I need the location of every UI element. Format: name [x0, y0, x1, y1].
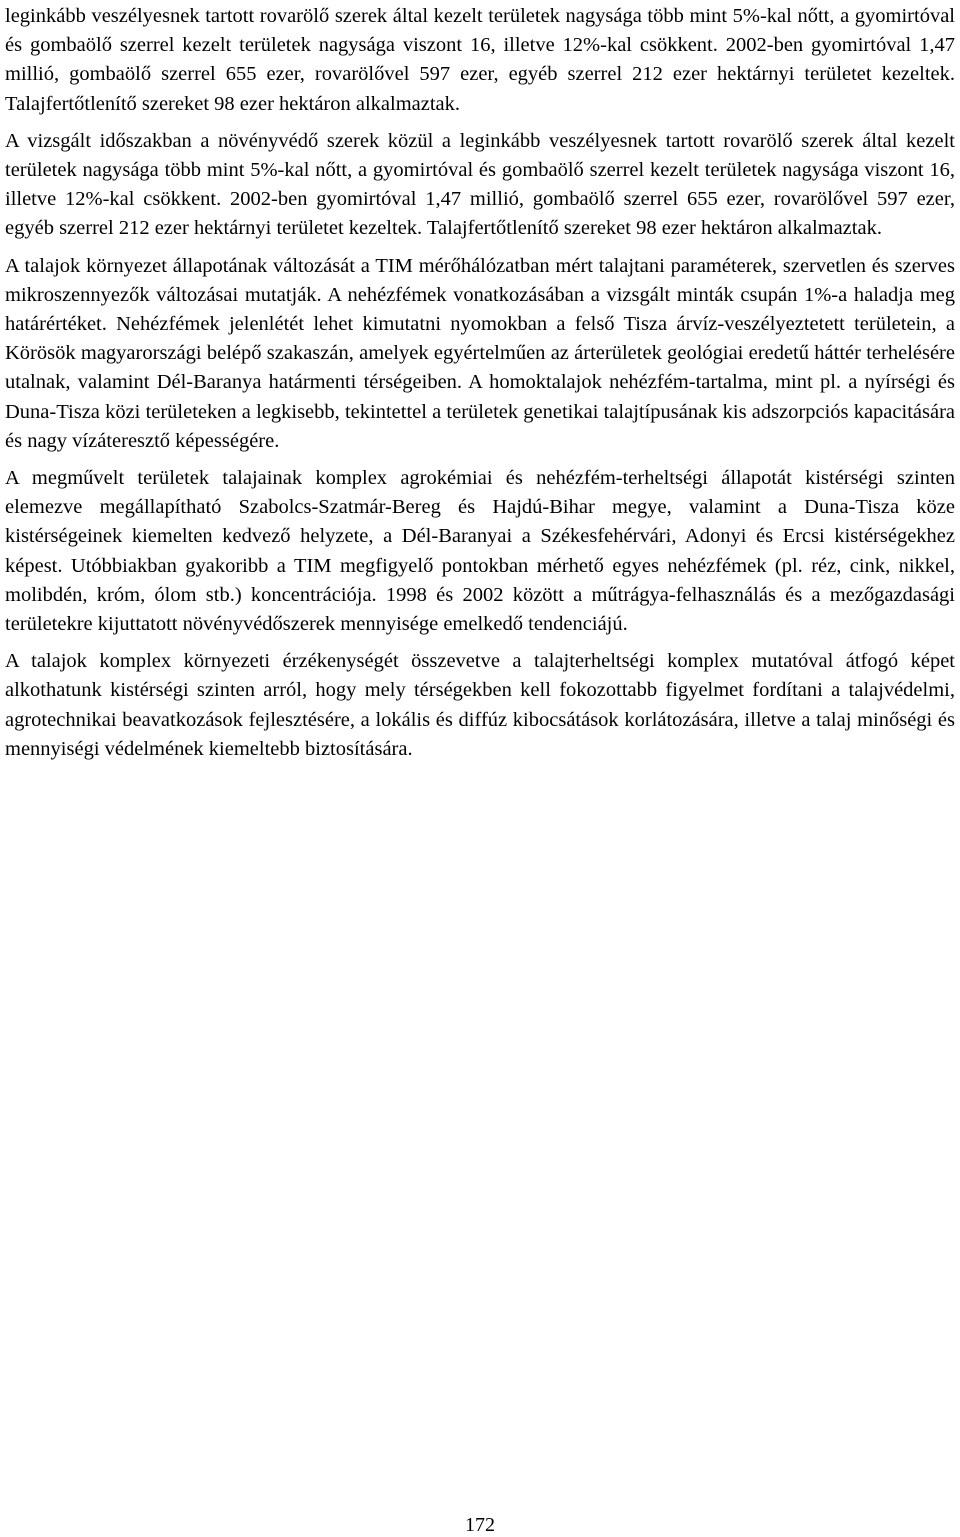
paragraph-environmental-sensitivity: A talajok komplex környezeti érzékenységét összevetve a talajterheltségi komplex mutatóval átfogó képet alkothatunk kistérségi szinten arról, hogy mely térségekben kell fokozottabb figyelmet fordítani a talajvédelmi, agrotechnikai beavatkozások fejlesztésére, a lokális és diffúz kibocsátások korlátozására, illetve a talaj minőségi és mennyiségi védelmének kiemeltebb biztosítására.	[5, 650, 955, 760]
paragraph-pesticide-areas: A vizsgált időszakban a növényvédő szerek közül a leginkább veszélyesnek tartott rovarölő szerek által kezelt területek nagysága több mint 5%-kal nőtt, a gyomirtóval és gombaölő szerrel kezelt területek nagysága viszont 16, illetve 12%-kal csökkent. 2002-ben gyomirtóval 1,47 millió, gombaölő szerrel 655 ezer, rovarölővel 597 ezer, egyéb szerrel 212 ezer hektárnyi területet kezeltek. Talajfertőtlenítő szereket 98 ezer hektáron alkalmaztak.	[5, 129, 955, 240]
paragraph-continuation: leginkább veszélyesnek tartott rovarölő szerek által kezelt területek nagysága több mint 5%-kal nőtt, a gyomirtóval és gombaölő szerrel kezelt területek nagysága viszont 16, illetve 12%-kal csökkent. 2002-ben gyomirtóval 1,47 millió, gombaölő szerrel 655 ezer, rovarölővel 597 ezer, egyéb szerrel 212 ezer hektárnyi területet kezeltek. Talajfertőtlenítő szereket 98 ezer hektáron alkalmaztak.	[5, 5, 955, 115]
document-page	[5, 0, 955, 764]
paragraph-soil-condition: A talajok környezet állapotának változását a TIM mérőhálózatban mért talajtani paraméterek, szervetlen és szerves mikroszennyezők változásai mutatják. A nehézfémek vonatkozásában a vizsgált minták csupán 1%-a haladja meg határértéket. Nehézfémek jelenlétét lehet kimutatni nyomokban a felső Tisza árvíz-veszélyeztetett területein, a Körösök magyarországi belépő szakaszán, amelyek egyértelműen az árterületek geológiai eredetű háttér terhelésére utalnak, valamint Dél-Baranya határmenti térségeiben. A homoktalajok nehézfém-tartalma, mint pl. a nyírségi és Duna-Tisza közi területeken a legkisebb, tekintettel a területek genetikai talajtípusának kis adszorpciós kapacitására és nagy vízáteresztő képességére.	[5, 254, 955, 452]
page-number: 172	[465, 1514, 495, 1536]
paragraph-cultivated-soils: A megművelt területek talajainak komplex agrokémiai és nehézfém-terheltségi állapotát kistérségi szinten elemezve megállapítható Szabolcs-Szatmár-Bereg és Hajdú-Bihar megye, valamint a Duna-Tisza köze kistérségeinek kiemelten kedvező helyzete, a Dél-Baranyai a Székesfehérvári, Adonyi és Ercsi kistérségekhez képest. Utóbbiakban gyakoribb a TIM megfigyelő pontokban mérhető egyes nehézfémek (pl. réz, cink, nikkel, molibdén, króm, ólom stb.) koncentrációja. 1998 és 2002 között a műtrágya-felhasználás és a mezőgazdasági területekre kijuttatott növényvédőszerek mennyisége emelkedő tendenciájú.	[5, 467, 955, 636]
